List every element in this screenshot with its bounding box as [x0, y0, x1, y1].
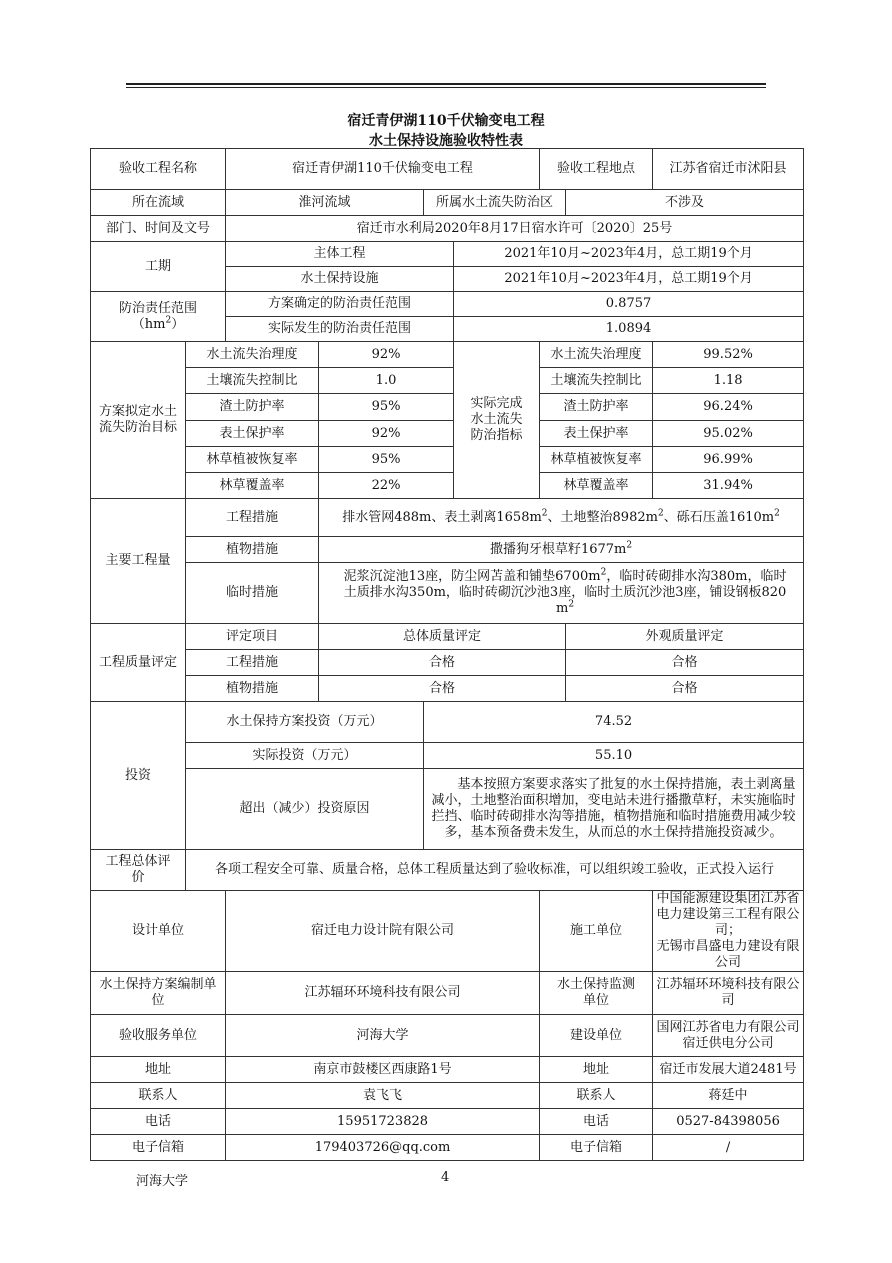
indicator-plan-value: 92%: [319, 421, 454, 447]
row-basin: [91, 190, 804, 216]
row-quality-vegetation: [91, 676, 804, 702]
value-monitor-unit: 江苏辐环环境科技有限公司: [653, 972, 804, 1015]
label-contact: 联系人: [540, 1083, 653, 1109]
indicator-name: 林草植被恢复率: [186, 447, 319, 473]
label-project-name: 验收工程名称: [91, 149, 226, 190]
indicator-row: [91, 447, 804, 473]
indicator-actual-value: 96.24%: [653, 394, 804, 421]
header-rule-thin: [126, 87, 766, 88]
label-quality: 工程质量评定: [91, 624, 186, 702]
doc-title: 宿迁青伊湖110千伏输变电工程: [347, 113, 545, 129]
label-engineering: 工程措施: [186, 499, 319, 537]
label-appearance-quality: 外观质量评定: [566, 624, 804, 650]
row-contact: [91, 1083, 804, 1109]
indicator-row: [91, 473, 804, 499]
indicator-name: 水土流失治理度: [540, 342, 653, 368]
label-design-unit: 设计单位: [91, 891, 226, 972]
row-email: [91, 1135, 804, 1161]
label-main-quantity: 主要工程量: [91, 499, 186, 624]
label-address: 地址: [540, 1057, 653, 1083]
row-actual-investment: [91, 743, 804, 769]
label-erosion-zone: 所属水土流失防治区: [424, 190, 566, 216]
row-design-construction: [91, 891, 804, 972]
indicator-name: 水土流失治理度: [186, 342, 319, 368]
indicator-actual-value: 31.94%: [653, 473, 804, 499]
value-plan-unit: 江苏辐环环境科技有限公司: [226, 972, 540, 1015]
value-email-left: 179403726@qq.com: [226, 1135, 540, 1161]
row-quality-header: [91, 624, 804, 650]
quality-item: 植物措施: [186, 676, 319, 702]
label-target-actual: 实际完成水土流失防治指标: [454, 342, 540, 499]
indicator-name: 渣土防护率: [540, 394, 653, 421]
label-service-unit: 验收服务单位: [91, 1015, 226, 1057]
row-quality-engineering: [91, 650, 804, 676]
value-wsc-period: 2021年10月~2023年4月，总工期19个月: [454, 267, 804, 292]
value-over-reason: 基本按照方案要求落实了批复的水土保持措施，表土剥离量减小，土地整治面积增加，变电站未进行播撒草籽，未实施临时拦挡、临时砖砌排水沟等措施，植物措施和临时措施费用减少较多，基本预备费未发生，从而总的水土保持措施投资减少。: [424, 769, 804, 850]
value-phone-right: 0527-84398056: [653, 1109, 804, 1135]
indicator-actual-value: 96.99%: [653, 447, 804, 473]
value-scope-plan: 0.8757: [454, 292, 804, 317]
label-basin: 所在流域: [91, 190, 226, 216]
label-eval-item: 评定项目: [186, 624, 319, 650]
label-scope: [91, 292, 226, 342]
indicator-row: [91, 421, 804, 447]
value-service-unit: 河海大学: [226, 1015, 540, 1057]
value-scope-actual: 1.0894: [454, 317, 804, 342]
value-owner-unit: 国网江苏省电力有限公司宿迁供电分公司: [653, 1015, 804, 1057]
label-address: 地址: [91, 1057, 226, 1083]
label-period: 工期: [91, 242, 226, 292]
indicator-name: 林草覆盖率: [186, 473, 319, 499]
indicator-actual-value: 1.18: [653, 368, 804, 394]
indicator-name: 表土保护率: [186, 421, 319, 447]
page-number: 4: [441, 1170, 450, 1185]
value-erosion-zone: 不涉及: [566, 190, 804, 216]
label-construction-unit: 施工单位: [540, 891, 653, 972]
label-vegetation: 植物措施: [186, 537, 319, 563]
value-contact-right: 蒋廷中: [653, 1083, 804, 1109]
indicator-plan-value: 95%: [319, 447, 454, 473]
indicator-plan-value: 95%: [319, 394, 454, 421]
label-wsc-facilities: 水土保持设施: [226, 267, 454, 292]
row-qty-engineering: [91, 499, 804, 537]
footer-org: 河海大学: [136, 1174, 189, 1189]
label-phone: 电话: [540, 1109, 653, 1135]
label-email: 电子信箱: [91, 1135, 226, 1161]
label-approval: 部门、时间及文号: [91, 216, 226, 242]
construction-unit-1: 中国能源建设集团江苏省电力建设第三工程有限公司；: [656, 891, 800, 938]
value-temporary-qty: 泥浆沉淀池13座，防尘网苫盖和铺垫$6700m^2$，临时砖砌排水沟380m，临时土质排水沟350m，临时砖砌沉沙池3座，临时土质沉沙池3座，铺设钢板$820m^2$: [319, 563, 804, 624]
label-project-location: 验收工程地点: [540, 149, 653, 190]
row-service-owner: [91, 1015, 804, 1057]
label-actual-investment: 实际投资（万元）: [186, 743, 424, 769]
label-scope-text: 防治责任范围: [119, 300, 198, 316]
indicator-plan-value: 1.0: [319, 368, 454, 394]
value-actual-investment: 55.10: [424, 743, 804, 769]
row-approval: [91, 216, 804, 242]
value-main-works-period: 2021年10月~2023年4月，总工期19个月: [454, 242, 804, 267]
indicator-row: [91, 368, 804, 394]
row-phone: [91, 1109, 804, 1135]
row-overall-eval: [91, 850, 804, 891]
row-period-main: [91, 242, 804, 267]
value-overall-eval: 各项工程安全可靠、质量合格，总体工程质量达到了验收标准，可以组织竣工验收，正式投入运行: [186, 850, 804, 891]
value-engineering-qty: 排水管网488m、表土剥离$1658m^2$、土地整治$8982m^2$、砾石压盖$1610m^2$: [319, 499, 804, 537]
construction-unit-2: 无锡市昌盛电力建设有限公司: [656, 939, 800, 970]
value-project-location: 江苏省宿迁市沭阳县: [653, 149, 804, 190]
indicator-actual-value: 95.02%: [653, 421, 804, 447]
value-email-right: /: [653, 1135, 804, 1161]
label-phone: 电话: [91, 1109, 226, 1135]
row-qty-temporary: [91, 563, 804, 624]
value-address-right: 宿迁市发展大道2481号: [653, 1057, 804, 1083]
quality-item: 工程措施: [186, 650, 319, 676]
indicator-name: 林草植被恢复率: [540, 447, 653, 473]
value-approval: 宿迁市水利局2020年8月17日宿水许可〔2020〕25号: [226, 216, 804, 242]
label-scope-actual: 实际发生的防治责任范围: [226, 317, 454, 342]
doc-subtitle: 水土保持设施验收特性表: [369, 133, 523, 149]
quality-appearance: 合格: [566, 650, 804, 676]
row-plan-monitor: [91, 972, 804, 1015]
value-construction-unit: [653, 891, 804, 972]
label-owner-unit: 建设单位: [540, 1015, 653, 1057]
label-plan-investment: 水土保持方案投资（万元）: [186, 702, 424, 743]
indicator-plan-value: 92%: [319, 342, 454, 368]
label-overall-eval: 工程总体评价: [91, 850, 186, 891]
label-main-works: 主体工程: [226, 242, 454, 267]
row-project: [91, 149, 804, 190]
indicator-actual-value: 99.52%: [653, 342, 804, 368]
quality-overall: 合格: [319, 650, 566, 676]
indicator-name: 表土保护率: [540, 421, 653, 447]
header-rule-thick: [126, 83, 766, 85]
label-over-reason: 超出（减少）投资原因: [186, 769, 424, 850]
label-email: 电子信箱: [540, 1135, 653, 1161]
row-address: [91, 1057, 804, 1083]
label-plan-unit: 水土保持方案编制单位: [91, 972, 226, 1015]
quality-appearance: 合格: [566, 676, 804, 702]
value-design-unit: 宿迁电力设计院有限公司: [226, 891, 540, 972]
indicator-plan-value: 22%: [319, 473, 454, 499]
indicator-name: 土壤流失控制比: [186, 368, 319, 394]
value-vegetation-qty: 撒播狗牙根草籽$1677m^2$: [319, 537, 804, 563]
value-plan-investment: 74.52: [424, 702, 804, 743]
row-over-reason: [91, 769, 804, 850]
quality-overall: 合格: [319, 676, 566, 702]
value-phone-left: 15951723828: [226, 1109, 540, 1135]
row-scope-plan: [91, 292, 804, 317]
row-qty-vegetation: [91, 537, 804, 563]
label-target-plan: 方案拟定水土流失防治目标: [91, 342, 186, 499]
indicator-name: 渣土防护率: [186, 394, 319, 421]
indicator-row: [91, 342, 804, 368]
value-contact-left: 袁飞飞: [226, 1083, 540, 1109]
indicator-name: 林草覆盖率: [540, 473, 653, 499]
acceptance-table: [90, 148, 804, 1161]
indicator-row: [91, 394, 804, 421]
label-scope-unit: $(hm^2)$: [131, 315, 185, 332]
value-basin: 淮河流域: [226, 190, 424, 216]
label-contact: 联系人: [91, 1083, 226, 1109]
indicator-name: 土壤流失控制比: [540, 368, 653, 394]
label-monitor-unit: 水土保持监测单位: [540, 972, 653, 1015]
row-plan-investment: [91, 702, 804, 743]
label-temporary: 临时措施: [186, 563, 319, 624]
value-project-name: 宿迁青伊湖110千伏输变电工程: [226, 149, 540, 190]
label-overall-quality: 总体质量评定: [319, 624, 566, 650]
value-address-left: 南京市鼓楼区西康路1号: [226, 1057, 540, 1083]
label-investment: 投资: [91, 702, 186, 850]
label-scope-plan: 方案确定的防治责任范围: [226, 292, 454, 317]
